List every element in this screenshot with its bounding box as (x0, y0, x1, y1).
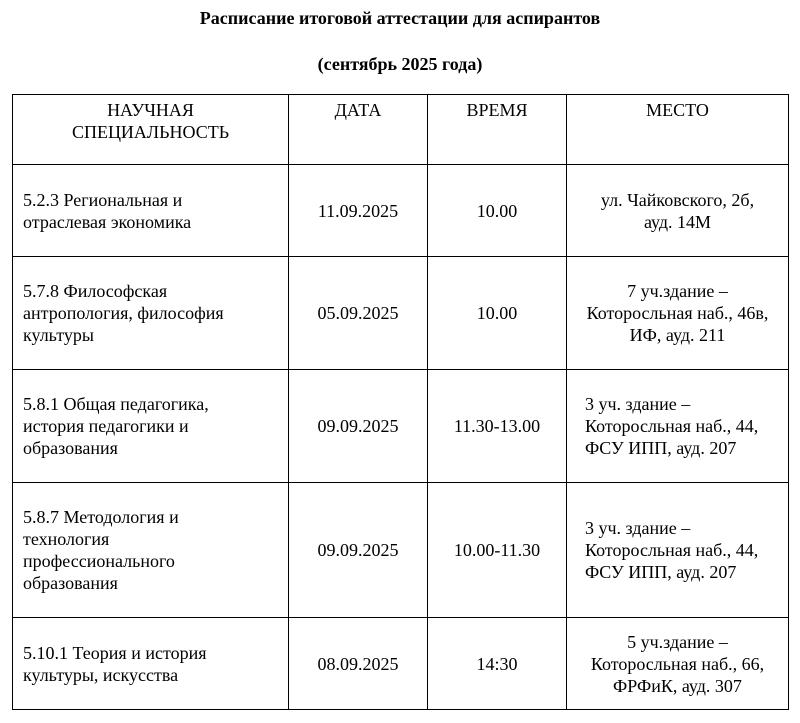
page-subtitle: (сентябрь 2025 года) (317, 54, 483, 74)
date-cell: 09.09.2025 (289, 483, 428, 618)
time-cell: 11.30-13.00 (428, 370, 567, 483)
header-specialty: НАУЧНАЯ СПЕЦИАЛЬНОСТЬ (13, 95, 289, 165)
place-cell: 7 уч.здание – Которосльная наб., 46в, ИФ, ауд. 211 (567, 257, 789, 370)
place-cell: 5 уч.здание – Которосльная наб., 66, ФРФиК, ауд. 307 (567, 618, 789, 710)
time-cell: 10.00-11.30 (428, 483, 567, 618)
specialty-cell: 5.2.3 Региональная и отраслевая экономика (13, 165, 289, 257)
specialty-cell: 5.7.8 Философская антропология, философия культуры (13, 257, 289, 370)
place-cell: ул. Чайковского, 2б, ауд. 14М (567, 165, 789, 257)
time-cell: 14:30 (428, 618, 567, 710)
specialty-cell: 5.10.1 Теория и история культуры, искусства (13, 618, 289, 710)
schedule-table (12, 94, 789, 710)
header-date: ДАТА (289, 95, 428, 165)
specialty-cell: 5.8.1 Общая педагогика, история педагогики и образования (13, 370, 289, 483)
date-cell: 11.09.2025 (289, 165, 428, 257)
place-cell: 3 уч. здание – Которосльная наб., 44, ФСУ ИПП, ауд. 207 (567, 483, 789, 618)
table-row (13, 165, 789, 257)
table-row (13, 483, 789, 618)
place-cell: 3 уч. здание – Которосльная наб., 44, ФСУ ИПП, ауд. 207 (567, 370, 789, 483)
table-header-row (13, 95, 789, 165)
specialty-cell: 5.8.7 Методология и технология профессионального образования (13, 483, 289, 618)
date-cell: 09.09.2025 (289, 370, 428, 483)
date-cell: 05.09.2025 (289, 257, 428, 370)
table-row (13, 257, 789, 370)
date-cell: 08.09.2025 (289, 618, 428, 710)
time-cell: 10.00 (428, 257, 567, 370)
table-row (13, 370, 789, 483)
time-cell: 10.00 (428, 165, 567, 257)
table-row (13, 618, 789, 710)
page-title: Расписание итоговой аттестации для аспирантов (199, 8, 601, 28)
header-time: ВРЕМЯ (428, 95, 567, 165)
header-place: МЕСТО (567, 95, 789, 165)
